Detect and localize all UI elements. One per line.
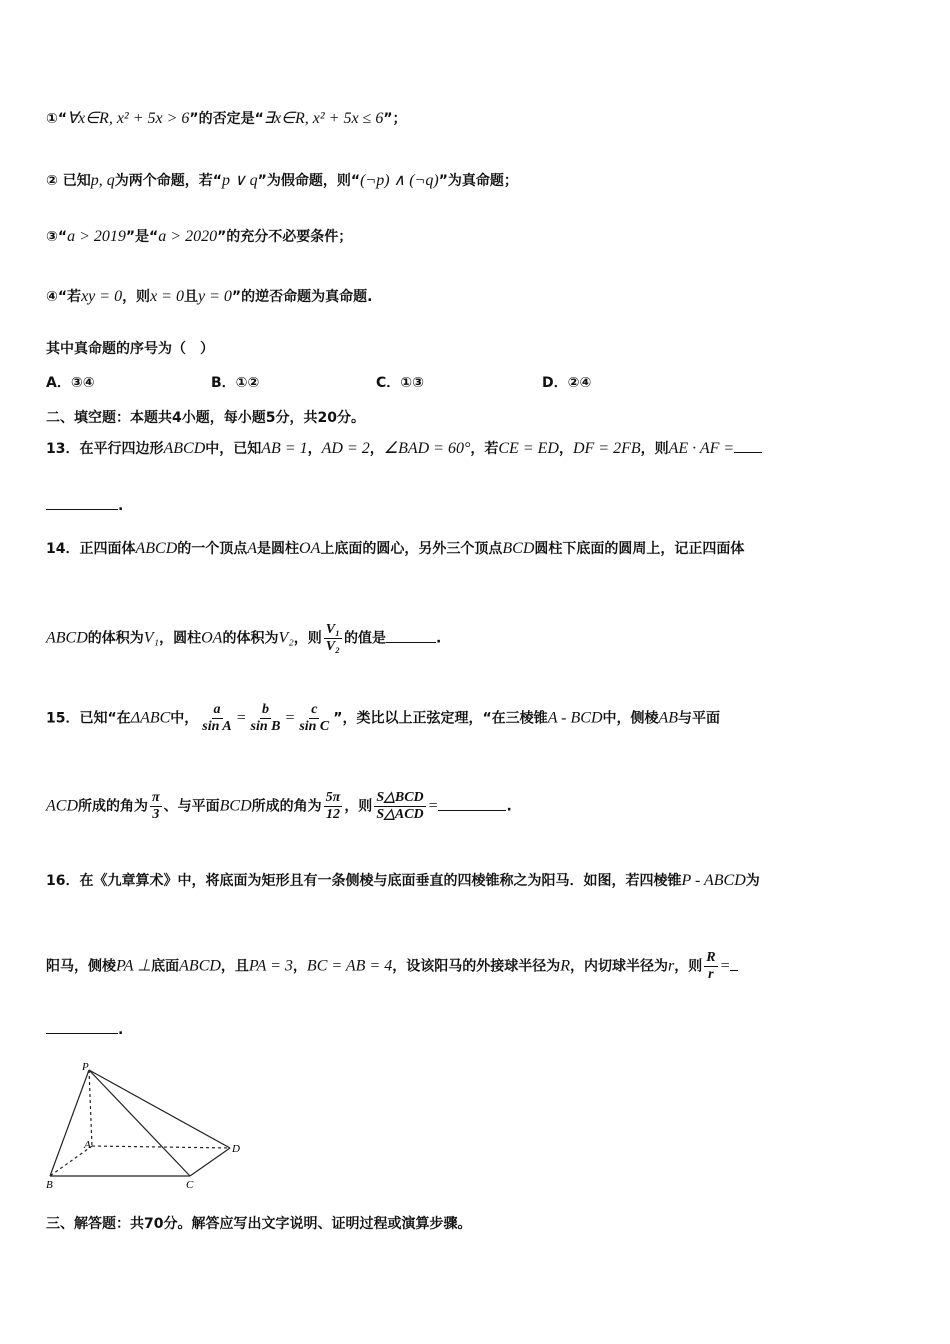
q14-fraction — [324, 622, 342, 655]
options-row — [46, 372, 646, 392]
statement-1 — [46, 108, 407, 128]
q15-acd: ACD — [46, 797, 78, 815]
q15-fraction-b-num: b — [262, 702, 270, 717]
label-d: D — [232, 1143, 240, 1155]
q14-text-f: 的体积为 — [87, 630, 144, 647]
q14-v2: V₂ — [278, 629, 294, 647]
q15-fraction-b-den: sin B — [250, 719, 281, 734]
q15-ab: AB — [658, 709, 679, 727]
q15-fraction-pi3-den: 3 — [152, 807, 160, 822]
section-3-heading: 三、解答题：共70分。解答应写出文字说明、证明过程或演算步骤。 — [46, 1216, 472, 1232]
q15-bcd: BCD — [219, 797, 252, 815]
q16-bc-ab: BC = AB = 4 — [306, 957, 393, 975]
q16-comma: ， — [292, 958, 307, 975]
q15-continuation — [46, 790, 512, 823]
statement-2-pq: p, q — [90, 172, 115, 189]
q15 — [46, 702, 720, 735]
q15-text-i: ，则 — [344, 798, 373, 815]
pyramid-figure — [44, 1058, 254, 1190]
q14-abcd: ABCD — [135, 540, 178, 557]
statement-2-text-a: ② 已知 — [46, 173, 91, 189]
statement-2-p-or-q: p ∨ q — [221, 172, 258, 189]
statement-2-text-c: ”为假命题，则“ — [257, 173, 361, 189]
q13-comma-2: ， — [369, 441, 384, 457]
q13-text-a: 13．在平行四边形 — [46, 441, 164, 457]
q16-blank-1 — [730, 969, 738, 971]
q15-fraction-c-den: sin C — [299, 719, 330, 734]
q13-end: . — [118, 498, 124, 514]
q15-fraction-a — [200, 702, 233, 735]
edge-pb — [50, 1070, 89, 1176]
q14-oa-2: OA — [201, 629, 223, 647]
question-prompt: 其中真命题的序号为（ ） — [46, 341, 214, 357]
statement-1-negation: ∃x∈R, x² + 5x ≤ 6 — [263, 110, 384, 127]
q15-text-d: 中，侧棱 — [602, 710, 659, 727]
q13-ce: CE = ED — [498, 440, 559, 457]
statement-1-marker: ①“ — [46, 111, 68, 127]
q16-abcd: ABCD — [179, 957, 221, 975]
q15-equals-1: = — [235, 709, 247, 727]
q15-fraction-area — [374, 790, 425, 823]
q16-text-e: ，且 — [220, 958, 249, 975]
q15-fraction-area-num: S△BCD — [376, 790, 424, 805]
q15-blank — [438, 809, 506, 811]
option-c[interactable]: C．①③ — [376, 375, 424, 391]
q15-end: . — [506, 798, 512, 815]
statement-3-text-b: ”是“ — [125, 229, 159, 245]
edge-pa — [89, 1070, 92, 1146]
q15-fraction-a-num: a — [213, 702, 221, 717]
statement-2-text-b: 为两个命题，若“ — [114, 173, 222, 189]
q15-pyramid: A - BCD — [547, 709, 603, 727]
statement-4-y: y = 0 — [197, 288, 232, 305]
q14 — [46, 538, 744, 558]
q14-text-j: 的值是 — [344, 630, 387, 647]
q14-end: . — [436, 630, 442, 647]
q13-abcd: ABCD — [163, 440, 206, 457]
label-c: C — [186, 1179, 194, 1190]
q13-text-b: 中，已知 — [205, 441, 262, 457]
edge-pd — [89, 1070, 230, 1148]
q15-fraction-b — [249, 702, 283, 735]
q16-pyramid: P - ABCD — [681, 872, 746, 889]
q14-oa: OA — [299, 540, 321, 557]
q16-fraction-den: r — [708, 967, 714, 982]
q16-pa-value: PA = 3 — [248, 957, 293, 975]
q15-text-g: 、与平面 — [163, 798, 220, 815]
statement-4-text-c: 且 — [183, 289, 198, 305]
q14-vertex-a: A — [247, 540, 258, 557]
q16-text-h: ，则 — [674, 958, 703, 975]
statement-4-text-b: ，则 — [122, 289, 151, 305]
q16-continuation-2 — [46, 1022, 123, 1038]
q13-df: DF = 2FB — [572, 440, 641, 457]
option-d[interactable]: D．②④ — [542, 375, 592, 391]
q15-fraction-c — [297, 702, 331, 735]
q15-text-h: 所成的角为 — [251, 798, 322, 815]
statement-4-xy: xy = 0 — [81, 288, 123, 305]
statement-2-not-p-and-not-q: (¬p) ∧ (¬q) — [360, 172, 439, 189]
q16-text-a: 16．在《九章算术》中，将底面为矩形且有一条侧棱与底面垂直的四棱锥称之为阳马．如图，若四棱锥 — [46, 873, 682, 889]
statement-3-text-c: ”的充分不必要条件； — [217, 229, 353, 245]
q13-text-d: ，则 — [640, 441, 669, 457]
q13-continuation — [46, 498, 123, 514]
q14-fraction-den: V₂ — [325, 639, 341, 654]
statement-4 — [46, 286, 372, 306]
q15-triangle: ΔABC — [130, 709, 171, 727]
q16-equals: = — [719, 957, 731, 975]
q13-blank-1 — [734, 451, 762, 453]
q15-fraction-a-den: sin A — [202, 719, 232, 734]
q13-angle: ∠BAD = 60° — [383, 440, 471, 457]
q16-continuation — [46, 950, 738, 983]
section-2-heading: 二、填空题：本题共4小题，每小题5分，共20分。 — [46, 410, 365, 426]
statement-4-text-d: ”的逆否命题为真命题. — [231, 289, 373, 305]
q16-text-c: 阳马，侧棱 — [46, 958, 116, 975]
q15-fraction-5pi12-num: 5π — [325, 790, 341, 805]
label-p: P — [82, 1061, 89, 1073]
q14-text-a: 14．正四面体 — [46, 541, 136, 557]
statement-4-x: x = 0 — [150, 288, 184, 305]
q16-blank-2 — [46, 1032, 118, 1034]
q14-text-h: 的体积为 — [222, 630, 279, 647]
q16-pa-perp: PA ⊥ — [116, 957, 152, 975]
statement-3-text-a: ③“ — [46, 229, 68, 245]
q14-text-i: ，则 — [293, 630, 322, 647]
statement-1-text: ”的否定是“ — [189, 111, 264, 127]
option-b[interactable]: B．①② — [211, 375, 260, 391]
q15-text-a: 15．已知“在 — [46, 710, 131, 727]
q15-equals-2: = — [284, 709, 296, 727]
q16-text-g: ，内切球半径为 — [570, 958, 668, 975]
q16-big-r: R — [560, 957, 570, 975]
q16 — [46, 870, 760, 890]
q13-ab: AB = 1 — [261, 440, 308, 457]
q14-continuation — [46, 622, 441, 655]
q14-fraction-num: V₁ — [325, 622, 341, 637]
q14-text-g: ，圆柱 — [159, 630, 202, 647]
q15-fraction-c-num: c — [311, 702, 318, 717]
q16-fraction — [704, 950, 717, 983]
q13-ad: AD = 2 — [321, 440, 370, 457]
statement-3 — [46, 226, 352, 246]
q16-text-d: 底面 — [151, 958, 180, 975]
statement-1-math: ∀x∈R, x² + 5x > 6 — [67, 110, 190, 127]
q15-fraction-pi3 — [150, 790, 162, 823]
q15-fraction-area-den: S△ACD — [376, 807, 424, 822]
q14-text-c: 是圆柱 — [257, 541, 300, 557]
option-a[interactable]: A．③④ — [46, 375, 95, 391]
q15-fraction-pi3-num: π — [152, 790, 160, 805]
q15-text-c: ”，类比以上正弦定理，“在三棱锥 — [333, 710, 548, 727]
q14-text-b: 的一个顶点 — [177, 541, 248, 557]
q13-comma-1: ， — [307, 441, 322, 457]
q15-fraction-5pi12-den: 12 — [325, 807, 340, 822]
statement-2 — [46, 170, 518, 190]
statement-1-end: ”； — [383, 111, 407, 127]
q14-blank — [386, 641, 436, 643]
q13-comma-3: ， — [558, 441, 573, 457]
statement-3-cond-1: a > 2019 — [67, 228, 126, 245]
q15-text-e: 与平面 — [678, 710, 721, 727]
q13-text-c: ，若 — [470, 441, 499, 457]
statement-4-text-a: ④“若 — [46, 289, 82, 305]
q15-equals: = — [427, 797, 439, 815]
statement-2-text-d: ”为真命题； — [438, 173, 518, 189]
q16-text-f: ，设该阳马的外接球半径为 — [392, 958, 561, 975]
q13-dot-product: AE · AF = — [668, 440, 735, 457]
q14-abcd-2: ABCD — [46, 629, 88, 647]
q13-blank-2 — [46, 508, 118, 510]
q16-fraction-num: R — [706, 950, 716, 965]
q14-v1: V₁ — [143, 629, 160, 647]
label-b: B — [46, 1179, 53, 1190]
q13 — [46, 438, 762, 458]
statement-3-cond-2: a > 2020 — [158, 228, 218, 245]
q14-text-d: 上底面的圆心，另外三个顶点 — [320, 541, 503, 557]
q14-text-e: 圆柱下底面的圆周上，记正四面体 — [534, 541, 745, 557]
q14-bcd: BCD — [502, 540, 535, 557]
label-a: A — [84, 1139, 91, 1151]
q16-end: . — [118, 1022, 124, 1038]
q15-fraction-5pi12 — [324, 790, 343, 823]
edge-pc — [89, 1070, 190, 1176]
q16-small-r: r — [668, 957, 675, 975]
q16-text-b: 为 — [745, 873, 760, 889]
q15-text-b: 中， — [170, 710, 199, 727]
q15-text-f: 所成的角为 — [78, 798, 148, 815]
edge-cd — [190, 1148, 230, 1176]
